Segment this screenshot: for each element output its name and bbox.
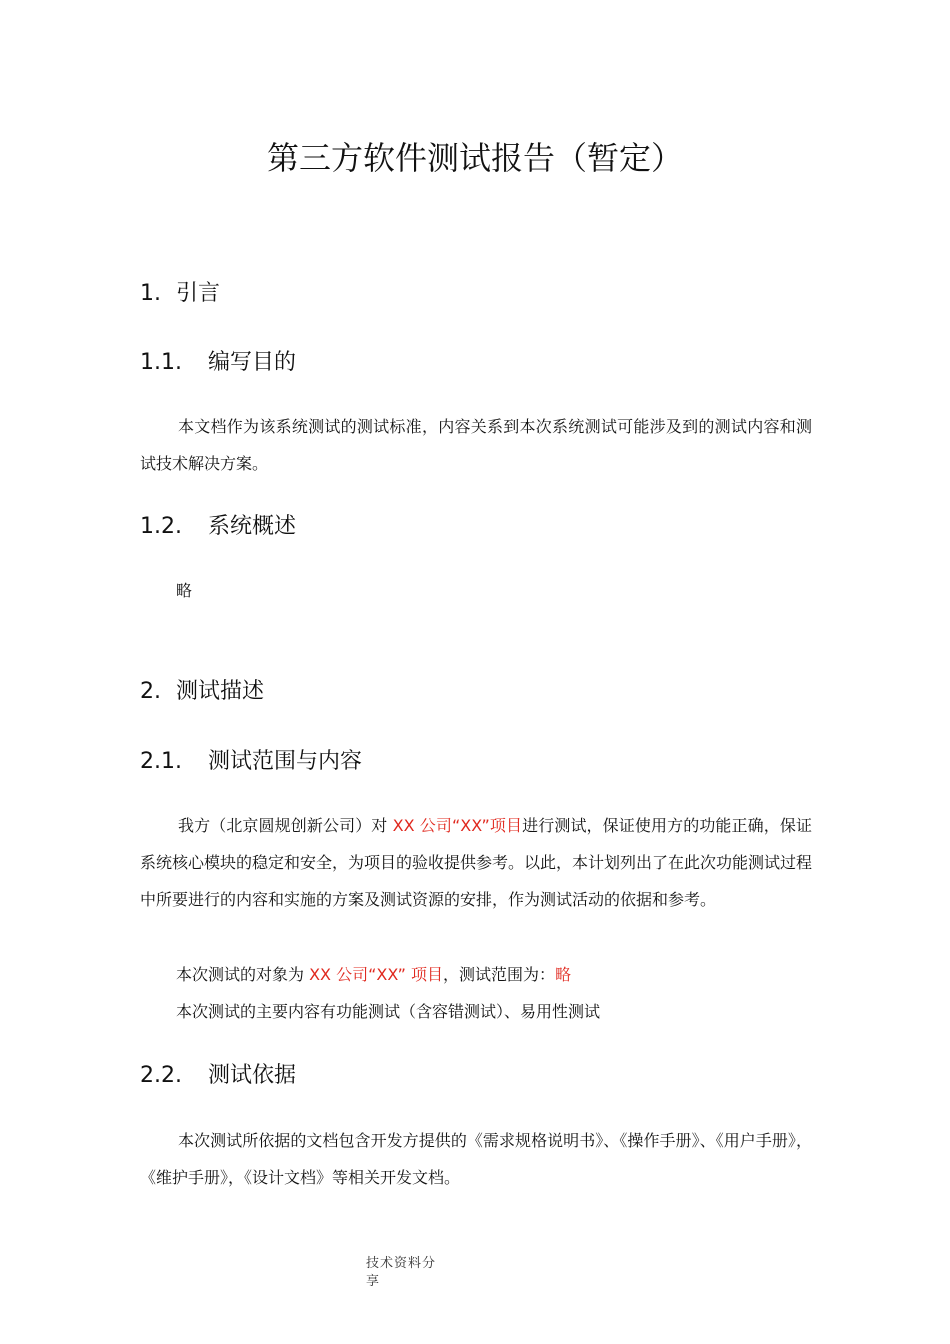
heading-number: 1.2. [140, 514, 182, 539]
paragraph-scope [140, 807, 812, 918]
heading-section-2-1 [140, 747, 362, 777]
paragraph-main-content: 本次测试的主要内容有功能测试（含容错测试）、易用性测试 [176, 1002, 601, 1021]
heading-label: 编写目的 [208, 350, 297, 375]
project-name-highlight: XX 公司“XX” 项目 [309, 965, 444, 984]
project-name-highlight: XX 公司“XX”项目 [392, 816, 523, 835]
object-text-before: 本次测试的对象为 [176, 965, 310, 984]
page-footer: 技术资料分享 [366, 1256, 437, 1289]
paragraph-overview: 略 [176, 581, 193, 600]
scope-text-before: 我方（北京圆规创新公司）对 [178, 816, 393, 835]
heading-number: 1. [140, 281, 161, 306]
heading-section-2-2 [140, 1061, 296, 1091]
paragraph-purpose: 本文档作为该系统测试的测试标准，内容关系到本次系统测试可能涉及到的测试内容和测试技术解决方案。 [140, 417, 812, 473]
heading-section-2 [140, 677, 264, 707]
scope-highlight: 略 [555, 965, 572, 984]
heading-label: 系统概述 [208, 514, 297, 539]
heading-label: 测试描述 [176, 679, 265, 704]
heading-section-1-2 [140, 512, 296, 542]
heading-label: 测试范围与内容 [208, 749, 363, 774]
heading-number: 2. [140, 679, 161, 704]
object-text-middle: ，测试范围为： [443, 965, 556, 984]
heading-number: 2.1. [140, 749, 182, 774]
heading-label: 引言 [176, 281, 221, 306]
document-title: 第三方软件测试报告（暂定） [266, 139, 683, 177]
heading-section-1 [140, 279, 220, 309]
heading-section-1-1 [140, 348, 296, 378]
heading-number: 1.1. [140, 350, 182, 375]
heading-label: 测试依据 [208, 1063, 297, 1088]
heading-number: 2.2. [140, 1063, 182, 1088]
scope-text-after: 进行测试，保证使用方的功能正确，保证系统核心模块的稳定和安全，为项目的验收提供参考。以此，本计划列出了在此次功能测试过程中所要进行的内容和实施的方案及测试资源的安排，作为测试活动的依据和参考。 [140, 816, 813, 909]
paragraph-test-object [176, 963, 571, 987]
paragraph-basis: 本次测试所依据的文档包含开发方提供的《需求规格说明书》、《操作手册》、《用户手册》，《维护手册》，《设计文档》等相关开发文档。 [140, 1131, 812, 1187]
